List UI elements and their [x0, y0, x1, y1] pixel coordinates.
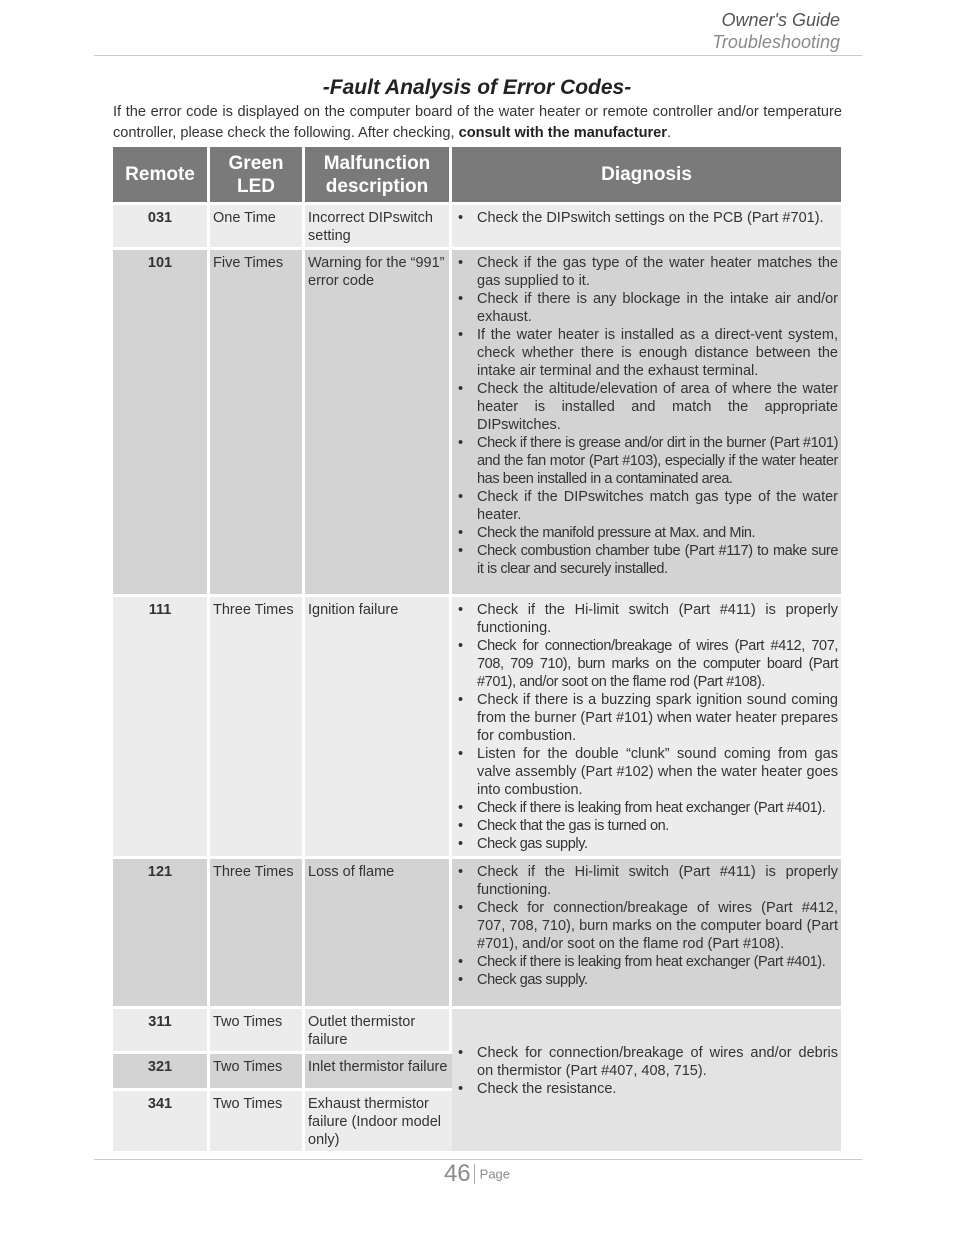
- malfunction-description: Warning for the “991” error code: [305, 250, 452, 597]
- diagnosis-item: • Check if the Hi-limit switch (Part #411) is properly functioning.: [455, 863, 838, 899]
- diagnosis-item: • If the water heater is installed as a direct-vent system, check whether there is enough distance between the intake air terminal and the exhaust terminal.: [455, 326, 838, 380]
- diagnosis-item: • Check if the DIPswitches match gas type of the water heater.: [455, 488, 838, 524]
- intro-text: If the error code is displayed on the computer board of the water heater or remote controller and/or temperature controller, please check the following. After checking,: [113, 104, 842, 141]
- section-title: Troubleshooting: [712, 32, 840, 52]
- diagnosis-cell: [452, 859, 841, 1009]
- diagnosis-item: • Check the manifold pressure at Max. and Min.: [455, 524, 838, 542]
- table-row: [113, 205, 841, 250]
- column-header-diagnosis: Diagnosis: [452, 147, 841, 205]
- diagnosis-item: • Check if the Hi-limit switch (Part #411) is properly functioning.: [455, 601, 838, 637]
- diagnosis-item: • Check for connection/breakage of wires and/or debris on thermistor (Part #407, 408, 715).: [455, 1044, 838, 1080]
- led-blinks: Two Times: [210, 1009, 305, 1054]
- malfunction-description: Loss of flame: [305, 859, 452, 1009]
- diagnosis-item: • Check for connection/breakage of wires (Part #412, 707, 708, 710), burn marks on the computer board (Part #701), and/or soot on the flame rod (Part #108).: [455, 899, 838, 953]
- diagnosis-item: • Check if there is leaking from heat exchanger (Part #401).: [455, 799, 838, 817]
- guide-title: Owner's Guide: [721, 10, 840, 30]
- diagnosis-item: • Check if there is leaking from heat exchanger (Part #401).: [455, 953, 838, 971]
- error-code: 121: [113, 859, 210, 1009]
- page-label: Page: [479, 1166, 511, 1182]
- malfunction-description: Outlet thermistor failure: [305, 1009, 452, 1054]
- column-header-remote: Remote: [113, 147, 210, 205]
- intro-paragraph: [113, 102, 842, 144]
- diagnosis-item: • Listen for the double “clunk” sound coming from gas valve assembly (Part #102) when the water heater goes into combustion.: [455, 745, 838, 799]
- page-footer: [0, 1160, 954, 1188]
- error-code: 321: [113, 1054, 210, 1091]
- led-blinks: Three Times: [210, 859, 305, 1009]
- error-code: 101: [113, 250, 210, 597]
- malfunction-description: Exhaust thermistor failure (Indoor model only): [305, 1091, 452, 1154]
- diagnosis-item: • Check combustion chamber tube (Part #117) to make sure it is clear and securely installed.: [455, 542, 838, 578]
- diagnosis-item: • Check for connection/breakage of wires (Part #412, 707, 708, 709 710), burn marks on the computer board (Part #701), and/or soot on the flame rod (Part #108).: [455, 637, 838, 691]
- table-row: [113, 1009, 841, 1054]
- diagnosis-cell: [452, 250, 841, 597]
- diagnosis-item: • Check gas supply.: [455, 971, 838, 989]
- malfunction-description: Inlet thermistor failure: [305, 1054, 452, 1091]
- table-row: [113, 859, 841, 1009]
- column-header-malfunction: Malfunction description: [305, 147, 452, 205]
- error-code: 111: [113, 597, 210, 859]
- malfunction-description: Incorrect DIPswitch setting: [305, 205, 452, 250]
- diagnosis-item: • Check if there is a buzzing spark ignition sound coming from the burner (Part #101) when water heater prepares for combustion.: [455, 691, 838, 745]
- diagnosis-cell: [452, 597, 841, 859]
- diagnosis-item: • Check gas supply.: [455, 835, 838, 853]
- table-header-row: [113, 147, 841, 205]
- error-code: 311: [113, 1009, 210, 1054]
- column-header-green-led: Green LED: [210, 147, 305, 205]
- diagnosis-cell: [452, 205, 841, 250]
- page-title: -Fault Analysis of Error Codes-: [322, 76, 632, 99]
- footer-separator: [474, 1164, 475, 1184]
- header-divider: [94, 55, 862, 56]
- diagnosis-item: • Check the DIPswitch settings on the PCB (Part #701).: [455, 209, 838, 227]
- diagnosis-item: • Check if the gas type of the water heater matches the gas supplied to it.: [455, 254, 838, 290]
- led-blinks: Three Times: [210, 597, 305, 859]
- table-row: [113, 250, 841, 597]
- error-code-table: [113, 147, 841, 1154]
- diagnosis-cell: [452, 1009, 841, 1154]
- led-blinks: Two Times: [210, 1091, 305, 1154]
- led-blinks: Two Times: [210, 1054, 305, 1091]
- table-row: [113, 597, 841, 859]
- intro-emphasis: consult with the manufacturer: [458, 125, 667, 141]
- diagnosis-item: • Check the resistance.: [455, 1080, 838, 1098]
- diagnosis-item: • Check if there is grease and/or dirt in the burner (Part #101) and the fan motor (Part #103), especially if the water heater has been installed in a contaminated area.: [455, 434, 838, 488]
- intro-end: .: [666, 125, 672, 141]
- malfunction-description: Ignition failure: [305, 597, 452, 859]
- diagnosis-item: • Check if there is any blockage in the intake air and/or exhaust.: [455, 290, 838, 326]
- error-code: 341: [113, 1091, 210, 1154]
- error-code: 031: [113, 205, 210, 250]
- page-number: 46: [443, 1160, 471, 1187]
- led-blinks: One Time: [210, 205, 305, 250]
- diagnosis-item: • Check that the gas is turned on.: [455, 817, 838, 835]
- led-blinks: Five Times: [210, 250, 305, 597]
- diagnosis-item: • Check the altitude/elevation of area of where the water heater is installed and match the appropriate DIPswitches.: [455, 380, 838, 434]
